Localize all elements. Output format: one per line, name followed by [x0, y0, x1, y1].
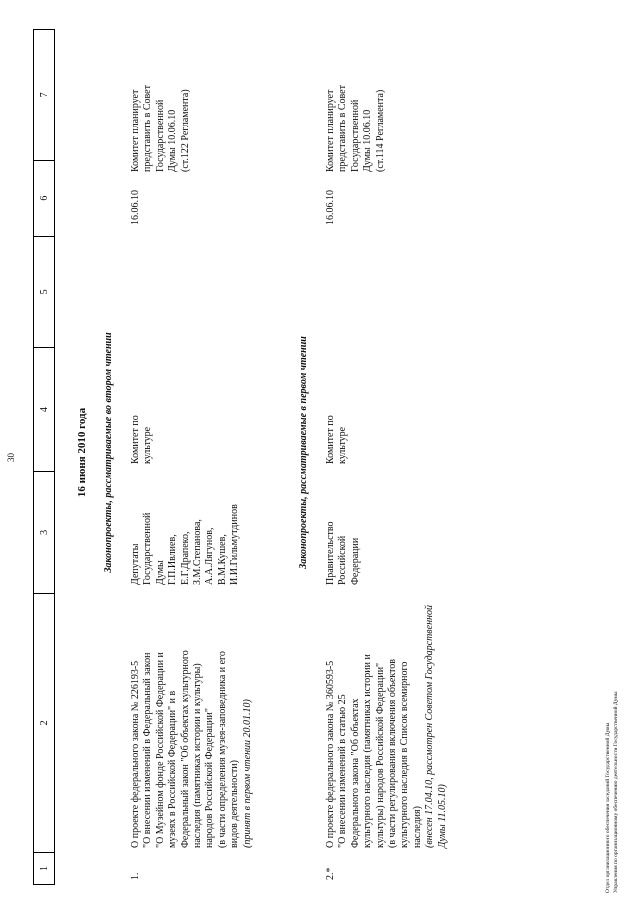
column-header-6: 6: [34, 160, 54, 236]
row-number: 1.: [130, 872, 141, 880]
review-date: 16.06.10: [130, 190, 141, 225]
row-number: 2.*: [325, 867, 336, 880]
review-date: 16.06.10: [325, 190, 336, 225]
section-title-first-reading: Законопроекты, рассматриваемые в первом чтении: [298, 336, 309, 569]
column-header-1: 1: [34, 852, 54, 884]
bill-note: (внесен 17.04.10, рассмотрен Советом Государственной Думы 11.05.10): [424, 604, 448, 848]
bill-note: (принят в первом чтении 20.01.10): [241, 699, 253, 848]
date-heading: 16 июня 2010 года: [76, 407, 88, 498]
bill-description: О проекте федерального закона № 226193-5 "О внесении изменений в Федеральный закон "О Музейном фонде Российской Федерации и музеях в Российской Федерации" и в Федеральный закон "Об объектах культурного наследия (памятниках истории и культуры) народов Российской Федерации" (в части определения музея-заповедника и его видов деятельности) (принят в первом чтении 20.01.10): [130, 603, 254, 848]
footer-department: Отдел организационного обеспечения заседаний Государственной Думы: [605, 722, 611, 893]
column-header-3: 3: [34, 471, 54, 593]
bill-status: Комитет планирует представить в Совет Государственной Думы 10.06.10 (ст.122 Регламента): [130, 85, 191, 172]
column-header-5: 5: [34, 236, 54, 348]
footer-directorate: Управления по организационному обеспечению деятельности Государственной Думы: [613, 691, 619, 893]
section-title-second-reading: Законопроекты, рассматриваемые во втором чтении: [103, 332, 114, 573]
responsible-committee: Комитет по культуре: [325, 415, 349, 464]
bill-authors: Правительство Российской Федерации: [325, 521, 361, 585]
bill-authors: Депутаты Государственной Думы Г.П.Ивлиев, Е.Г.Драпеко, З.М.Степанова, А.А.Лягунов, В.М.Кушев, И.И.Гильмутдинов: [130, 504, 241, 585]
column-header-7: 7: [38, 92, 50, 98]
table-header: [33, 29, 55, 885]
page-number: 30: [6, 453, 16, 462]
responsible-committee: Комитет по культуре: [130, 415, 154, 464]
bill-status: Комитет планирует представить в Совет Государственной Думы 10.06.10 (ст.114 Регламента): [325, 85, 386, 172]
column-header-2: 2: [34, 593, 54, 852]
column-header-4: 4: [34, 347, 54, 471]
bill-description: О проекте федерального закона № 360593-5 "О внесении изменений в статью 25 Федерального закона "Об объектах культурного наследия (памятниках истории и культуры) народов Российской Федерации" (в части регулирования включения объектов культурного наследия в Список всемирного наследия) (внесен 17.04.10, рассмотрен Советом Государственной Думы 11.05.10): [325, 604, 448, 848]
